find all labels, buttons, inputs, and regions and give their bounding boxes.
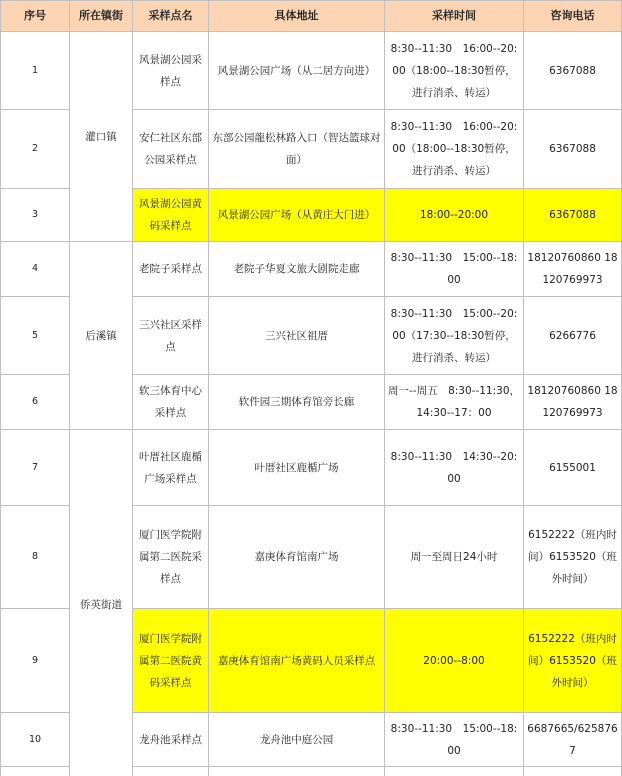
site-name: 老院子采样点: [133, 242, 209, 297]
sampling-time: 18:00--20:00: [385, 189, 524, 242]
phone: 6687665/6258767: [524, 713, 622, 767]
town-cell: [133, 767, 209, 776]
site-name: 风景湖公园采样点: [133, 32, 209, 110]
row-no: 6: [1, 375, 70, 430]
sampling-time: 8:30--11:30 15:00--18:00: [385, 242, 524, 297]
site-address: 老院子华夏文旅大剧院走廊: [209, 242, 385, 297]
sampling-time: 8:30--11:30 15:00--18:00: [385, 713, 524, 767]
row-no: 10: [1, 713, 70, 767]
row-no: [1, 767, 70, 776]
sampling-time: 8:30--11:30 15:00--20:00（17:30--18:30暂停，进行消杀、转运）: [385, 297, 524, 375]
row-no: 3: [1, 189, 70, 242]
site-name: [209, 767, 385, 776]
row-no: 2: [1, 110, 70, 189]
sampling-time: 8:30--11:30 16:00--20:00（18:00--18:30暂停，进行消杀、转运）: [385, 110, 524, 189]
site-address: 风景湖公园广场（从黄庄大门进）: [209, 189, 385, 242]
row-no: 7: [1, 430, 70, 506]
site-name: 厦门医学院附属第二医院黄码采样点: [133, 609, 209, 713]
sampling-time: 20:00--8:00: [385, 609, 524, 713]
site-name: 叶厝社区鹿楯广场采样点: [133, 430, 209, 506]
phone: 18120760860 18120769973: [524, 242, 622, 297]
sampling-time: 8:30--11:30 14:30--20:00: [385, 430, 524, 506]
sampling-time: 周一至周日24小时: [385, 506, 524, 609]
row-no: 9: [1, 609, 70, 713]
site-name: 龙舟池采样点: [133, 713, 209, 767]
row-no: 1: [1, 32, 70, 110]
table-row: [1, 32, 622, 110]
header-phone: 咨询电话: [524, 1, 622, 32]
row-no: 5: [1, 297, 70, 375]
site-name: 风景湖公园黄码采样点: [133, 189, 209, 242]
sampling-time: 8:30--11:30 16:00--20:00（18:00--18:30暂停，进行消杀、转运）: [385, 32, 524, 110]
site-address: 三兴社区祖厝: [209, 297, 385, 375]
site-address: [385, 767, 524, 776]
site-address: 龙舟池中庭公园: [209, 713, 385, 767]
header-no: 序号: [1, 1, 70, 32]
header-address: 具体地址: [209, 1, 385, 32]
phone: 6266776: [524, 297, 622, 375]
site-name: 三兴社区采样点: [133, 297, 209, 375]
phone: 6152222（班内时间）6153520（班外时间）: [524, 609, 622, 713]
site-name: 厦门医学院附属第二医院采样点: [133, 506, 209, 609]
table-row: [1, 430, 622, 506]
site-address: 东部公园龍松林路入口（智达篮球对面）: [209, 110, 385, 189]
sampling-time: [524, 767, 622, 776]
site-name: 软三体育中心采样点: [133, 375, 209, 430]
town-cell: 后溪镇: [70, 242, 133, 430]
site-address: 嘉庚体育馆南广场: [209, 506, 385, 609]
phone: 6155001: [524, 430, 622, 506]
row-no: 4: [1, 242, 70, 297]
phone: 18120760860 18120769973: [524, 375, 622, 430]
table-row: [1, 242, 622, 297]
site-address: 嘉庚体育馆南广场黄码人员采样点: [209, 609, 385, 713]
phone: 6367088: [524, 189, 622, 242]
site-name: 安仁社区东部公园采样点: [133, 110, 209, 189]
town-cell: 侨英街道: [70, 430, 133, 776]
site-address: 风景湖公园广场（从二居方向进）: [209, 32, 385, 110]
site-address: 软件园三期体育馆旁长廊: [209, 375, 385, 430]
sampling-time: 周一--周五 8:30--11:30，14:30--17：00: [385, 375, 524, 430]
header-town: 所在镇街: [70, 1, 133, 32]
phone: 6367088: [524, 110, 622, 189]
header-time: 采样时间: [385, 1, 524, 32]
row-no: 8: [1, 506, 70, 609]
phone: 6152222（班内时间）6153520（班外时间）: [524, 506, 622, 609]
phone: 6367088: [524, 32, 622, 110]
header-site-name: 采样点名: [133, 1, 209, 32]
town-cell: 灌口镇: [70, 32, 133, 242]
site-address: 叶厝社区鹿楯广场: [209, 430, 385, 506]
header-row: [1, 1, 622, 32]
